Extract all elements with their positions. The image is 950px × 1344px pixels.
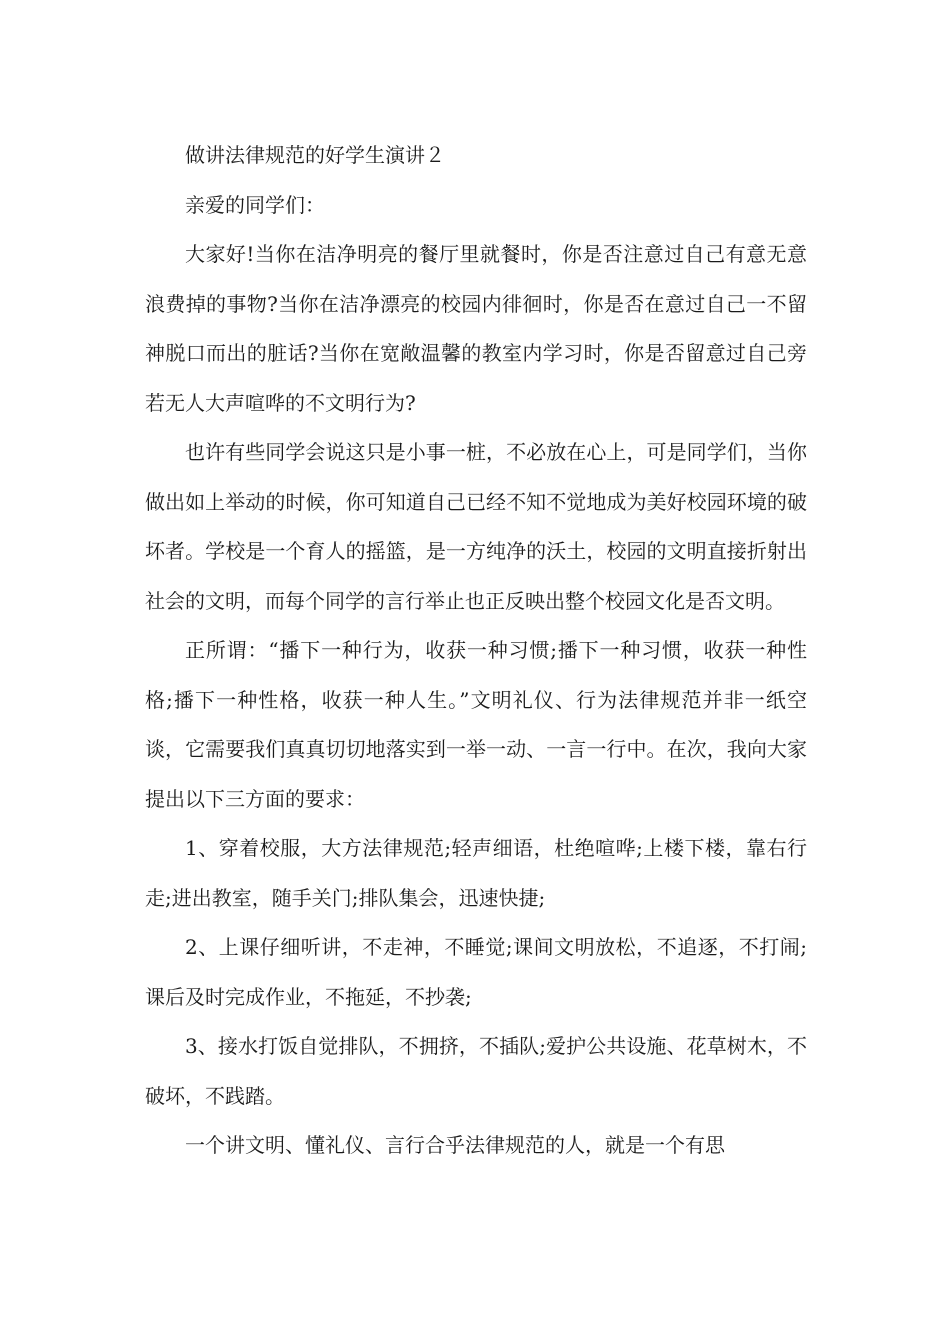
paragraph: 也许有些同学会说这只是小事一桩，不必放在心上，可是同学们，当你做出如上举动的时候，你可知道自己已经不知不觉地成为美好校园环境的破坏者。学校是一个育人的摇篮，是一方纯净的沃土，校园的文明直接折射出社会的文明，而每个同学的言行举止也正反映出整个校园文化是否文明。 bbox=[145, 440, 807, 613]
document-title: 做讲法律规范的好学生演讲２ bbox=[185, 143, 445, 167]
paragraph: 正所谓：“播下一种行为，收获一种习惯;播下一种习惯，收获一种性格;播下一种性格，收获一种人生。”文明礼仪、行为法律规范并非一纸空谈，它需要我们真真切切地落实到一举一动、一言一行中。在次，我向大家提出以下三方面的要求： bbox=[145, 638, 807, 811]
paragraph: 大家好!当你在洁净明亮的餐厅里就餐时，你是否注意过自己有意无意浪费掉的事物?当你在洁净漂亮的校园内徘徊时，你是否在意过自己一不留神脱口而出的脏话?当你在宽敞温馨的教室内学习时，你是否留意过自己旁若无人大声喧哗的不文明行为? bbox=[145, 242, 807, 415]
document-body bbox=[145, 131, 807, 1171]
list-item-requirement: 2、上课仔细听讲，不走神，不睡觉;课间文明放松，不追逐，不打闹;课后及时完成作业，不拖延，不抄袭; bbox=[145, 935, 807, 1009]
list-item-requirement: 3、接水打饭自觉排队，不拥挤，不插队;爱护公共设施、花草树木，不破坏，不践踏。 bbox=[145, 1034, 807, 1108]
list-item-requirement: 1、穿着校服，大方法律规范;轻声细语，杜绝喧哗;上楼下楼，靠右行走;进出教室，随手关门;排队集会，迅速快捷; bbox=[145, 836, 807, 910]
paragraph: 一个讲文明、懂礼仪、言行合乎法律规范的人，就是一个有思 bbox=[185, 1133, 725, 1157]
paragraph-salutation: 亲爱的同学们： bbox=[185, 192, 325, 217]
